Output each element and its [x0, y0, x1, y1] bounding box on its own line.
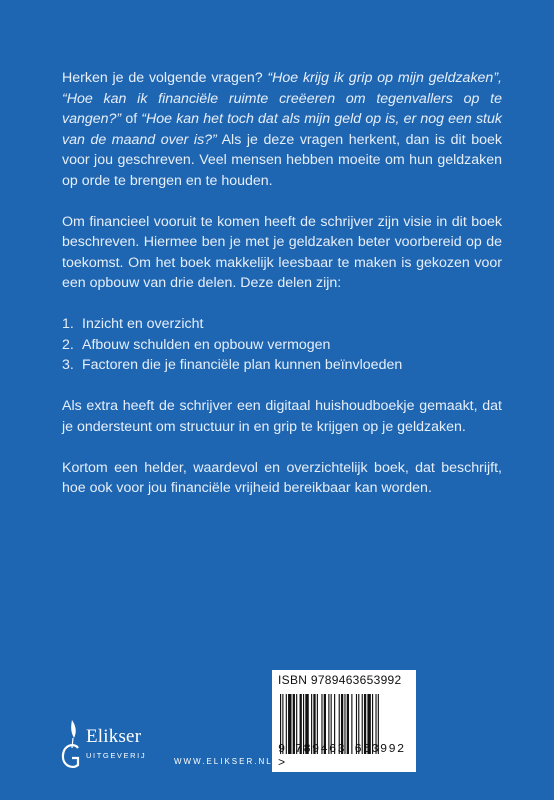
publisher-subtitle: UITGEVERIJ — [86, 751, 147, 760]
paragraph-lead: Herken je de volgende vragen? — [62, 70, 268, 86]
list-number: 3. — [62, 357, 74, 373]
list-label: Factoren die je financiële plan kunnen beïnvloeden — [82, 357, 403, 373]
barcode — [272, 690, 416, 772]
publisher-website[interactable]: WWW.ELIKSER.NL — [174, 757, 273, 766]
isbn-label: ISBN 9789463653992 — [272, 670, 416, 690]
paragraph-vision: Om financieel vooruit te komen heeft de schrijver zijn visie in dit boek beschreven. Hiermee ben je met je geldzaken beter voorbereid op de toekomst. Om het boek makkelijk leesbaar te maken is gekozen voor een opbouw van drie delen. Deze delen zijn: — [62, 213, 502, 291]
parts-list — [62, 314, 502, 376]
list-item — [62, 314, 502, 335]
list-item — [62, 355, 502, 376]
list-number: 1. — [62, 316, 74, 332]
quill-g-icon — [58, 718, 86, 774]
question-connector: of — [121, 111, 142, 127]
list-label: Afbouw schulden en opbouw vermogen — [82, 336, 331, 353]
question-2: “Hoe kan ik financiële ruimte creëeren om tegenvallers op te vangen?” — [62, 90, 502, 127]
question-3: “Hoe kan het toch dat als mijn geld op is, er nog een stuk van de maand over is?” — [62, 111, 502, 148]
list-label: Inzicht en overzicht — [82, 316, 204, 332]
publisher-logo — [58, 718, 178, 778]
question-1: “Hoe krijg ik grip op mijn geldzaken”, — [267, 70, 502, 86]
paragraph-extra: Als extra heeft de schrijver een digitaal huishoudboekje gemaakt, dat je ondersteunt om structuur in en grip te krijgen op je geldzaken. — [62, 398, 502, 435]
list-number: 2. — [62, 336, 74, 353]
paragraph-summary: Kortom een helder, waardevol en overzichtelijk boek, dat beschrijft, hoe ook voor jou financiële vrijheid bereikbaar kan worden. — [62, 459, 502, 496]
publisher-name: Elikser — [86, 726, 142, 747]
list-item — [62, 335, 502, 356]
paragraph-tail: Als je deze vragen herkent, dan is dit boek voor jou geschreven. Veel mensen hebben moeite om hun geldzaken op orde te brengen en te houden. — [62, 131, 502, 189]
barcode-digits: 9 789463 653992 > — [278, 742, 406, 770]
blurb — [62, 68, 502, 519]
paragraph-questions — [62, 68, 502, 191]
